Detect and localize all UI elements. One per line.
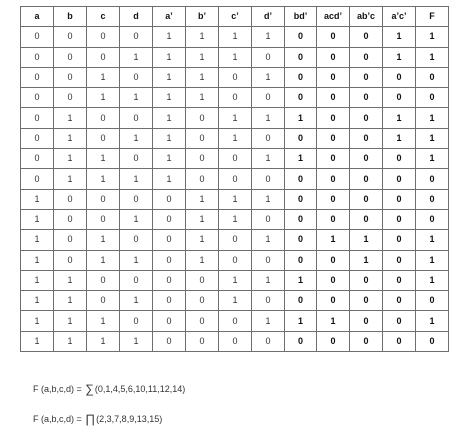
table-cell: 0: [317, 67, 350, 87]
table-cell: 1: [120, 291, 153, 311]
table-cell: 0: [120, 230, 153, 250]
table-cell: 0: [54, 250, 87, 270]
table-cell: 0: [317, 189, 350, 209]
table-cell: 1: [219, 47, 252, 67]
table-cell: 0: [416, 291, 449, 311]
table-cell: 1: [54, 311, 87, 331]
table-cell: 1: [120, 128, 153, 148]
table-cell: 0: [350, 88, 383, 108]
table-row: [21, 27, 449, 47]
table-cell: 1: [219, 291, 252, 311]
table-cell: 0: [252, 331, 285, 351]
table-cell: 1: [120, 169, 153, 189]
table-row: [21, 270, 449, 290]
table-row: [21, 169, 449, 189]
table-cell: 1: [186, 189, 219, 209]
table-cell: 0: [87, 270, 120, 290]
header-row: [21, 7, 449, 27]
table-cell: 0: [317, 27, 350, 47]
table-cell: 0: [120, 311, 153, 331]
table-cell: 1: [219, 209, 252, 229]
pi-symbol: ∏: [85, 412, 96, 426]
table-cell: 0: [416, 88, 449, 108]
table-cell: 0: [350, 47, 383, 67]
table-cell: 0: [120, 27, 153, 47]
table-cell: 0: [219, 88, 252, 108]
table-cell: 0: [120, 67, 153, 87]
table-cell: 1: [186, 47, 219, 67]
table-cell: 1: [87, 311, 120, 331]
table-row: [21, 291, 449, 311]
table-cell: 0: [350, 291, 383, 311]
truth-table: [20, 6, 449, 352]
table-body: [21, 27, 449, 352]
table-cell: 1: [285, 149, 317, 169]
column-header: b: [54, 7, 87, 27]
table-row: [21, 250, 449, 270]
table-cell: 1: [120, 250, 153, 270]
table-cell: 0: [21, 47, 54, 67]
table-cell: 0: [153, 209, 186, 229]
table-cell: 0: [252, 128, 285, 148]
table-cell: 0: [219, 331, 252, 351]
table-cell: 1: [285, 311, 317, 331]
table-cell: 0: [350, 149, 383, 169]
sigma-symbol: ∑: [85, 382, 94, 396]
table-cell: 0: [317, 128, 350, 148]
formula-lhs: F (a,b,c,d) =: [33, 414, 85, 424]
table-cell: 0: [350, 189, 383, 209]
table-cell: 0: [153, 311, 186, 331]
table-cell: 0: [120, 108, 153, 128]
table-cell: 0: [285, 169, 317, 189]
table-cell: 1: [416, 250, 449, 270]
table-cell: 1: [350, 250, 383, 270]
table-cell: 0: [54, 230, 87, 250]
sum-of-minterms-formula: [33, 382, 185, 396]
table-cell: 1: [416, 149, 449, 169]
table-cell: 0: [383, 67, 416, 87]
column-header: b’: [186, 7, 219, 27]
table-cell: 0: [383, 149, 416, 169]
table-cell: 0: [87, 291, 120, 311]
table-cell: 0: [350, 108, 383, 128]
table-cell: 0: [317, 47, 350, 67]
table-cell: 0: [285, 331, 317, 351]
table-cell: 1: [54, 128, 87, 148]
table-cell: 0: [317, 88, 350, 108]
table-cell: 0: [252, 169, 285, 189]
table-cell: 1: [120, 47, 153, 67]
table-cell: 0: [383, 270, 416, 290]
table-cell: 0: [383, 88, 416, 108]
table-cell: 1: [186, 88, 219, 108]
table-cell: 1: [383, 27, 416, 47]
table-cell: 1: [54, 270, 87, 290]
table-row: [21, 128, 449, 148]
table-row: [21, 331, 449, 351]
table-cell: 1: [219, 108, 252, 128]
table-row: [21, 311, 449, 331]
table-cell: 0: [383, 230, 416, 250]
table-cell: 0: [87, 189, 120, 209]
table-cell: 0: [252, 209, 285, 229]
table-cell: 0: [383, 209, 416, 229]
table-cell: 0: [87, 128, 120, 148]
column-header: F: [416, 7, 449, 27]
table-cell: 0: [120, 270, 153, 290]
table-cell: 1: [153, 67, 186, 87]
table-cell: 1: [21, 270, 54, 290]
table-cell: 0: [219, 230, 252, 250]
table-cell: 0: [54, 47, 87, 67]
column-header: c: [87, 7, 120, 27]
table-cell: 1: [54, 108, 87, 128]
table-cell: 0: [416, 189, 449, 209]
table-cell: 0: [87, 108, 120, 128]
table-cell: 0: [219, 311, 252, 331]
table-cell: 1: [153, 47, 186, 67]
table-cell: 0: [21, 88, 54, 108]
table-cell: 1: [416, 47, 449, 67]
table-cell: 0: [317, 331, 350, 351]
table-cell: 0: [186, 331, 219, 351]
table-row: [21, 230, 449, 250]
table-cell: 0: [350, 27, 383, 47]
table-cell: 1: [87, 67, 120, 87]
table-cell: 0: [252, 291, 285, 311]
table-cell: 1: [252, 311, 285, 331]
table-cell: 0: [153, 230, 186, 250]
table-cell: 1: [186, 250, 219, 270]
table-cell: 0: [120, 149, 153, 169]
table-cell: 1: [153, 88, 186, 108]
table-cell: 0: [350, 209, 383, 229]
table-cell: 0: [350, 270, 383, 290]
table-cell: 1: [252, 27, 285, 47]
table-cell: 1: [416, 128, 449, 148]
table-cell: 1: [186, 230, 219, 250]
table-cell: 0: [383, 311, 416, 331]
table-cell: 0: [252, 47, 285, 67]
table-cell: 1: [416, 270, 449, 290]
table-cell: 0: [252, 250, 285, 270]
column-header: bd’: [285, 7, 317, 27]
table-cell: 0: [87, 27, 120, 47]
table-cell: 1: [153, 149, 186, 169]
table-cell: 0: [285, 250, 317, 270]
table-cell: 0: [350, 128, 383, 148]
table-cell: 0: [416, 209, 449, 229]
table-cell: 0: [285, 128, 317, 148]
table-cell: 0: [54, 189, 87, 209]
table-cell: 1: [120, 209, 153, 229]
column-header: c’: [219, 7, 252, 27]
table-cell: 0: [285, 189, 317, 209]
table-cell: 1: [219, 189, 252, 209]
table-cell: 1: [416, 108, 449, 128]
table-cell: 1: [186, 67, 219, 87]
table-cell: 1: [87, 230, 120, 250]
table-cell: 1: [153, 27, 186, 47]
table-cell: 0: [416, 67, 449, 87]
table-cell: 1: [21, 291, 54, 311]
table-cell: 0: [186, 108, 219, 128]
table-cell: 1: [383, 47, 416, 67]
table-cell: 0: [383, 169, 416, 189]
table-row: [21, 47, 449, 67]
table-cell: 1: [54, 291, 87, 311]
table-cell: 0: [120, 189, 153, 209]
table-cell: 1: [21, 209, 54, 229]
table-cell: 0: [219, 169, 252, 189]
table-cell: 1: [21, 230, 54, 250]
table-cell: 0: [21, 128, 54, 148]
table-cell: 0: [21, 149, 54, 169]
table-cell: 1: [21, 311, 54, 331]
table-cell: 0: [186, 270, 219, 290]
table-cell: 0: [416, 331, 449, 351]
table-cell: 0: [383, 331, 416, 351]
table-cell: 0: [285, 88, 317, 108]
table-cell: 1: [54, 149, 87, 169]
formula-lhs: F (a,b,c,d) =: [33, 384, 85, 394]
table-cell: 0: [350, 67, 383, 87]
table-cell: 1: [186, 209, 219, 229]
table-cell: 0: [383, 250, 416, 270]
maxterm-list: (2,3,7,8,9,13,15): [96, 414, 163, 424]
minterm-list: (0,1,4,5,6,10,11,12,14): [94, 384, 186, 394]
table-cell: 0: [383, 189, 416, 209]
table-cell: 0: [317, 149, 350, 169]
table-cell: 1: [21, 189, 54, 209]
table-cell: 0: [285, 27, 317, 47]
product-of-maxterms-formula: [33, 412, 162, 426]
table-cell: 0: [285, 209, 317, 229]
table-cell: 0: [350, 169, 383, 189]
table-cell: 1: [285, 270, 317, 290]
table-cell: 1: [219, 270, 252, 290]
table-cell: 0: [317, 108, 350, 128]
table-cell: 1: [383, 128, 416, 148]
table-cell: 1: [120, 88, 153, 108]
table-cell: 0: [252, 88, 285, 108]
column-header: a’: [153, 7, 186, 27]
table-cell: 0: [317, 270, 350, 290]
table-cell: 0: [219, 67, 252, 87]
table-cell: 0: [383, 291, 416, 311]
table-cell: 1: [285, 108, 317, 128]
table-cell: 0: [186, 311, 219, 331]
table-row: [21, 108, 449, 128]
column-header: ab’c: [350, 7, 383, 27]
table-cell: 0: [153, 331, 186, 351]
table-cell: 0: [416, 169, 449, 189]
table-cell: 1: [317, 230, 350, 250]
table-cell: 1: [87, 88, 120, 108]
column-header: d’: [252, 7, 285, 27]
table-cell: 0: [54, 67, 87, 87]
table-cell: 1: [416, 230, 449, 250]
column-header: a: [21, 7, 54, 27]
table-cell: 0: [285, 230, 317, 250]
table-cell: 0: [350, 311, 383, 331]
table-cell: 1: [87, 149, 120, 169]
column-header: acd’: [317, 7, 350, 27]
table-cell: 1: [87, 331, 120, 351]
table-row: [21, 189, 449, 209]
table-row: [21, 149, 449, 169]
table-cell: 0: [21, 67, 54, 87]
table-cell: 1: [350, 230, 383, 250]
table-cell: 0: [186, 128, 219, 148]
table-cell: 0: [285, 67, 317, 87]
table-cell: 1: [186, 27, 219, 47]
table-cell: 1: [416, 27, 449, 47]
table-cell: 1: [252, 270, 285, 290]
table-cell: 1: [21, 331, 54, 351]
table-cell: 0: [21, 108, 54, 128]
table-cell: 0: [219, 250, 252, 270]
table-cell: 0: [21, 169, 54, 189]
table-cell: 0: [317, 169, 350, 189]
table-row: [21, 67, 449, 87]
column-header: d: [120, 7, 153, 27]
table-cell: 0: [87, 47, 120, 67]
table-cell: 0: [317, 291, 350, 311]
table-cell: 0: [317, 209, 350, 229]
table-cell: 0: [350, 331, 383, 351]
table-cell: 0: [54, 27, 87, 47]
table-cell: 1: [87, 169, 120, 189]
table-cell: 0: [54, 88, 87, 108]
table-cell: 0: [153, 291, 186, 311]
table-cell: 1: [120, 331, 153, 351]
table-cell: 1: [153, 128, 186, 148]
table-cell: 1: [153, 108, 186, 128]
table-cell: 1: [21, 250, 54, 270]
table-cell: 0: [285, 47, 317, 67]
table-cell: 0: [153, 250, 186, 270]
table-cell: 1: [383, 108, 416, 128]
table-cell: 0: [87, 209, 120, 229]
table-cell: 0: [186, 291, 219, 311]
table-cell: 0: [153, 189, 186, 209]
table-cell: 1: [219, 27, 252, 47]
table-cell: 0: [219, 149, 252, 169]
table-cell: 1: [219, 128, 252, 148]
column-header: a’c’: [383, 7, 416, 27]
table-cell: 0: [186, 169, 219, 189]
table-cell: 0: [186, 149, 219, 169]
table-cell: 1: [252, 67, 285, 87]
table-row: [21, 88, 449, 108]
table-cell: 1: [416, 311, 449, 331]
table-cell: 1: [317, 311, 350, 331]
table-cell: 1: [87, 250, 120, 270]
table-cell: 1: [252, 149, 285, 169]
table-cell: 1: [153, 169, 186, 189]
table-cell: 1: [252, 189, 285, 209]
table-cell: 1: [252, 230, 285, 250]
table-cell: 0: [153, 270, 186, 290]
table-cell: 1: [252, 108, 285, 128]
table-cell: 1: [54, 331, 87, 351]
table-cell: 0: [317, 250, 350, 270]
table-row: [21, 209, 449, 229]
table-cell: 0: [285, 291, 317, 311]
table-cell: 1: [54, 169, 87, 189]
table-cell: 0: [54, 209, 87, 229]
table-cell: 0: [21, 27, 54, 47]
